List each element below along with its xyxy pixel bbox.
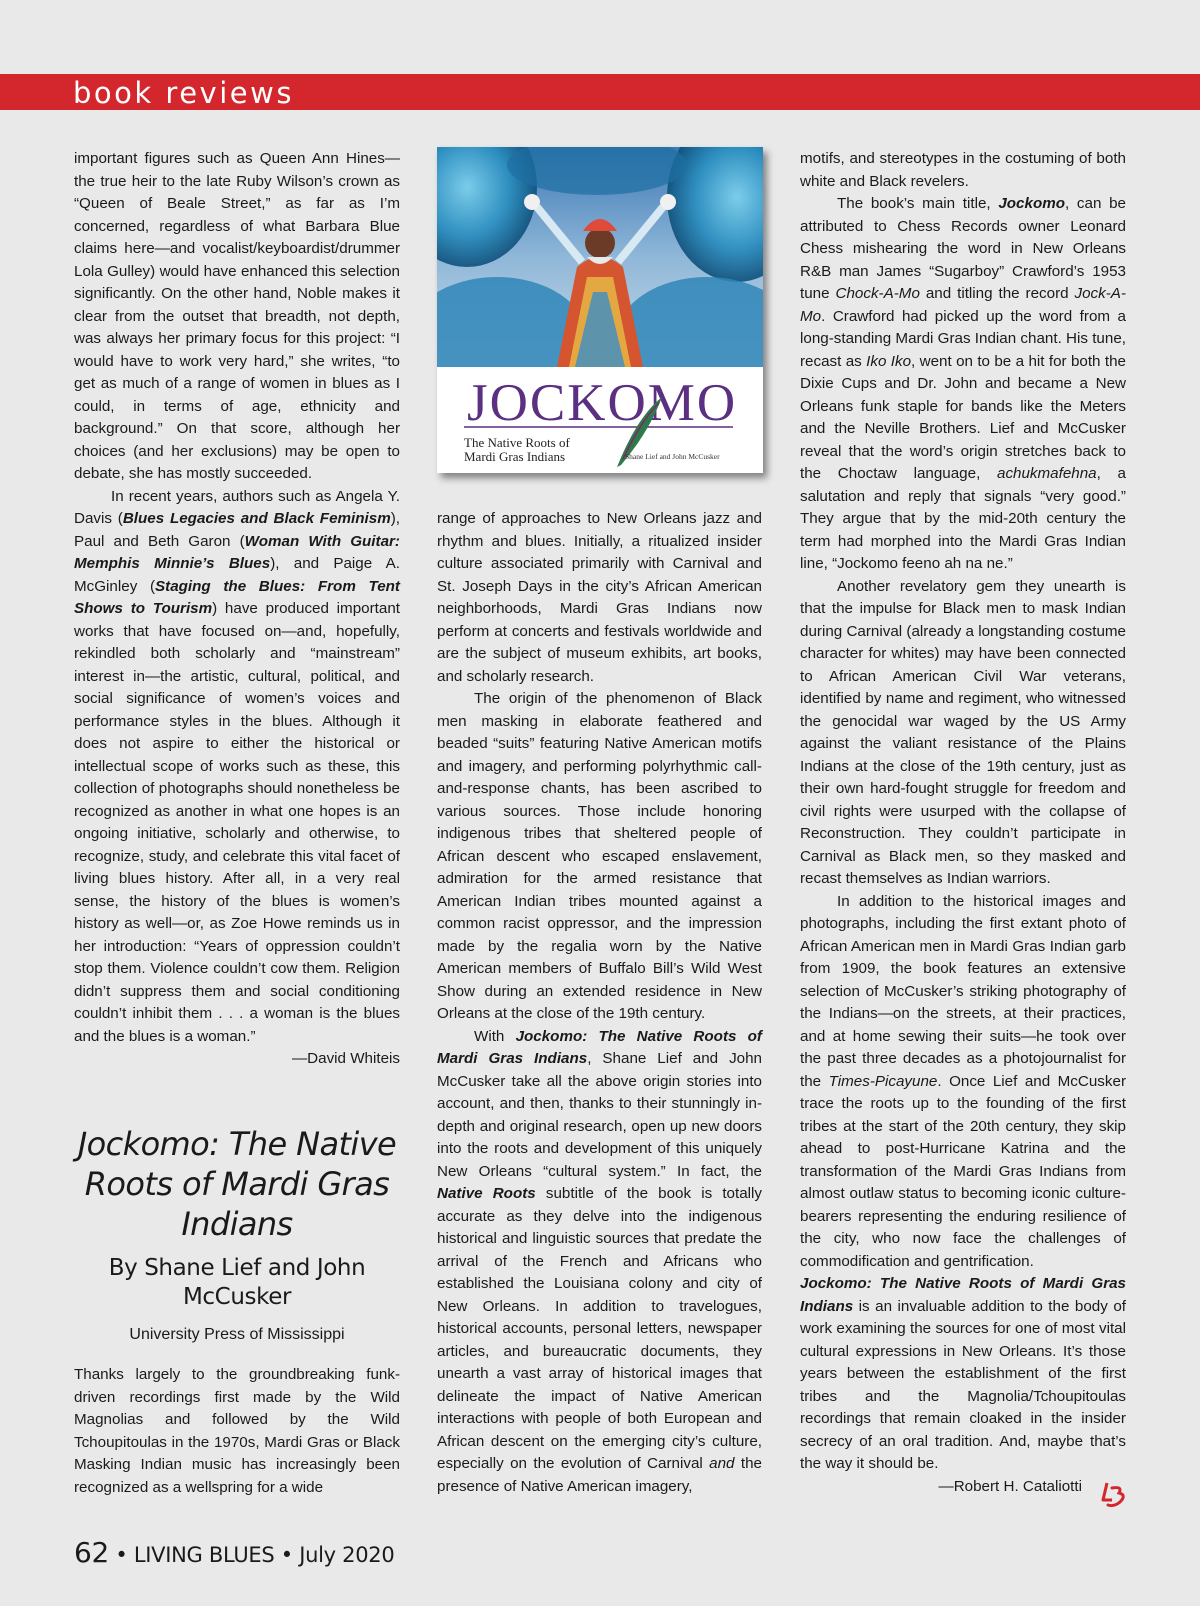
- paragraph: range of approaches to New Orleans jazz and rhythm and blues. Initially, a ritualized insider culture associated primarily with Carnival and St. Joseph Days in the city’s African American neighborhoods, Mardi Gras Indians now perform at concerts and festivals worldwide and are the subject of museum exhibits, art books, and scholarly research.: [437, 510, 762, 685]
- paragraph: In addition to the historical images and photographs, including the first extant photo of African American men in Mardi Gras Indian garb from 1909, the book features an extensive selection of McCusker’s striking photography of the Indians—on the streets, at their practices, and at home sewing their suits—he took over the past three decades as a photojournalist for the Times-Picayune. Once Lief and McCusker trace the roots up to the founding of the first tribes at the start of the 20th century, they skip ahead to post-Hurricane Katrina and the transformation of the Mardi Gras Indians from almost outlaw status to becoming iconic culture-bearers representing the enduring resilience of the city, who now face the challenges of commodification and gentrification.: [800, 892, 1126, 1270]
- column-1-review-text: [74, 1364, 400, 1499]
- paragraph: The book’s main title, Jockomo, can be attributed to Chess Records owner Leonard Chess mishearing the word in New Orleans R&B man James “Sugarboy” Crawford’s 1953 tune Chock-A-Mo and titling the record Jock-A-Mo. Crawford had picked up the word from a long-standing Mardi Gras Indian chant. His tune, recast as Iko Iko, went on to be a hit for both the Dixie Cups and Dr. John and became a New Orleans funk staple for bands like the Meters and the Neville Brothers. Lief and McCusker reveal that the word’s origin stretches back to the Choctaw language, achukmafehna, a salutation and reply that signals “very good.” They argue that by the mid-20th century the term had morphed into the Mardi Gras Indian line, “Jockomo feeno ah na ne.”: [800, 195, 1126, 572]
- column-3: [800, 148, 1126, 1498]
- book-title: Jockomo: The Native Roots of Mardi Gras Indians: [77, 1125, 397, 1243]
- paragraph: important figures such as Queen Ann Hines—the true heir to the late Ruby Wilson’s crown as “Queen of Beale Street,” as far as I’m concerned, regardless of what Barbara Blue claims here—and vocalist/keyboardist/drummer Lola Gulley) would have enhanced this selection significantly. On the other hand, Noble makes it clear from the outset that breadth, not depth, was always her primary focus for this project: “I would have to work very hard,” she writes, “to get as much of a range of women in blues as I could, in terms of age, ethnicity and background.” On that score, although her choices (and her exclusions) may be open to debate, she has mostly succeeded.: [74, 150, 400, 482]
- paragraph: With Jockomo: The Native Roots of Mardi Gras Indians, Shane Lief and John McCusker take all the above origin stories into account, and then, thanks to their stunningly in-depth and original research, open up new doors into the roots and development of this uniquely New Orleans “cultural system.” In fact, the Native Roots subtitle of the book is totally accurate as they delve into the indigenous historical and linguistic sources that predate the arrival of the French and Africans who established the Louisiana colony and city of New Orleans. In addition to travelogues, historical accounts, personal letters, newspaper articles, and bureaucratic documents, they unearth a vast array of historical images that delineate the impact of Native American interactions with people of both European and African descent on the emerging city’s culture, especially on the evolution of Carnival and the presence of Native American imagery,: [437, 1027, 762, 1495]
- paragraph: Jockomo: The Native Roots of Mardi Gras Indians is an invaluable addition to the body of work examining the sources for one of most vital cultural expressions in New Orleans. It’s those years between the establishment of the first tribes and the Magnolia/Tchoupitoulas recordings that remain cloaked in the insider secrecy of an oral tradition. And, maybe that’s the way it should be.: [800, 1275, 1126, 1472]
- page-number: 62: [74, 1536, 110, 1569]
- review-signature: —David Whiteis: [291, 1050, 400, 1067]
- cover-subtitle: The Native Roots of Mardi Gras Indians: [464, 435, 570, 464]
- book-cover-image: [437, 147, 763, 473]
- paragraph: In recent years, authors such as Angela Y. Davis (Blues Legacies and Black Feminism), Paul and Beth Garon (Woman With Guitar: Memphis Minnie’s Blues), and Paige A. McGinley (Staging the Blues: From Tent Shows to Tourism) have produced important works that have focused on—and, hopefully, rekindled both scholarly and “mainstream” interest in—the artistic, cultural, political, and social significance of women’s voices and performance styles in the blues. Although it does not aspire to either the historical or intellectual scope of works such as these, this collection of photographs should nonetheless be recognized as another in what one hopes is an ongoing initiative, scholarly and otherwise, to recognize, study, and celebrate this vital facet of living blues history. After all, in a very real sense, the history of the blues is women’s history as well—or, as Zoe Howe reminds us in her introduction: “Years of oppression couldn’t stop them. Violence couldn’t cow them. Religion didn’t suppress them and social conditioning couldn’t inhibit them . . . a woman is the blues and the blues is a woman.”: [74, 487, 400, 1045]
- cover-authors: Shane Lief and John McCusker: [625, 452, 720, 461]
- page-footer: [74, 1536, 394, 1569]
- publication-info: • LIVING BLUES • July 2020: [109, 1543, 395, 1567]
- paragraph: Thanks largely to the groundbreaking funk-driven recordings first made by the Wild Magnolias and followed by the Wild Tchoupitoulas in the 1970s, Mardi Gras or Black Masking Indian music has increasingly been recognized as a wellspring for a wide: [74, 1366, 400, 1496]
- book-author: By Shane Lief and John McCusker: [108, 1255, 366, 1310]
- review-signature: —Robert H. Cataliotti: [938, 1477, 1082, 1495]
- paragraph: The origin of the phenomenon of Black men masking in elaborate feathered and beaded “suits” featuring Native American motifs and imagery, and performing polyrhythmic call-and-response chants, has been ascribed to various sources. Those include honoring indigenous tribes that sheltered people of African descent who escaped enslavement, admiration for the armed resistance that American Indian tribes mounted against a common racist oppressor, and the impression made by the regalia worn by the Native American members of Buffalo Bill’s Wild West Show during an extended residence in New Orleans at the close of the 19th century.: [437, 690, 762, 1022]
- book-publisher: University Press of Mississippi: [129, 1326, 345, 1343]
- column-2: [437, 508, 762, 1498]
- paragraph: Another revelatory gem they unearth is that the impulse for Black men to mask Indian during Carnival (already a longstanding costume character for whites) may have been connected to African American Civil War veterans, identified by name and regiment, who witnessed the genocidal war waged by the US Army against the valiant resistance of the Plains Indians at the close of the 19th century, just as their own hard-fought struggle for freedom and civil rights were usurped with the collapse of Reconstruction. They couldn’t participate in Carnival as Black men, so they masked and recast themselves as Indian warriors.: [800, 577, 1126, 887]
- review-header: [74, 1124, 400, 1346]
- cover-title: JOCKOMO: [467, 374, 738, 432]
- paragraph: motifs, and stereotypes in the costuming of both white and Black revelers.: [800, 150, 1126, 190]
- living-blues-logo-icon: [1099, 1480, 1129, 1510]
- column-1: [74, 148, 400, 1071]
- section-title: book reviews: [73, 76, 294, 110]
